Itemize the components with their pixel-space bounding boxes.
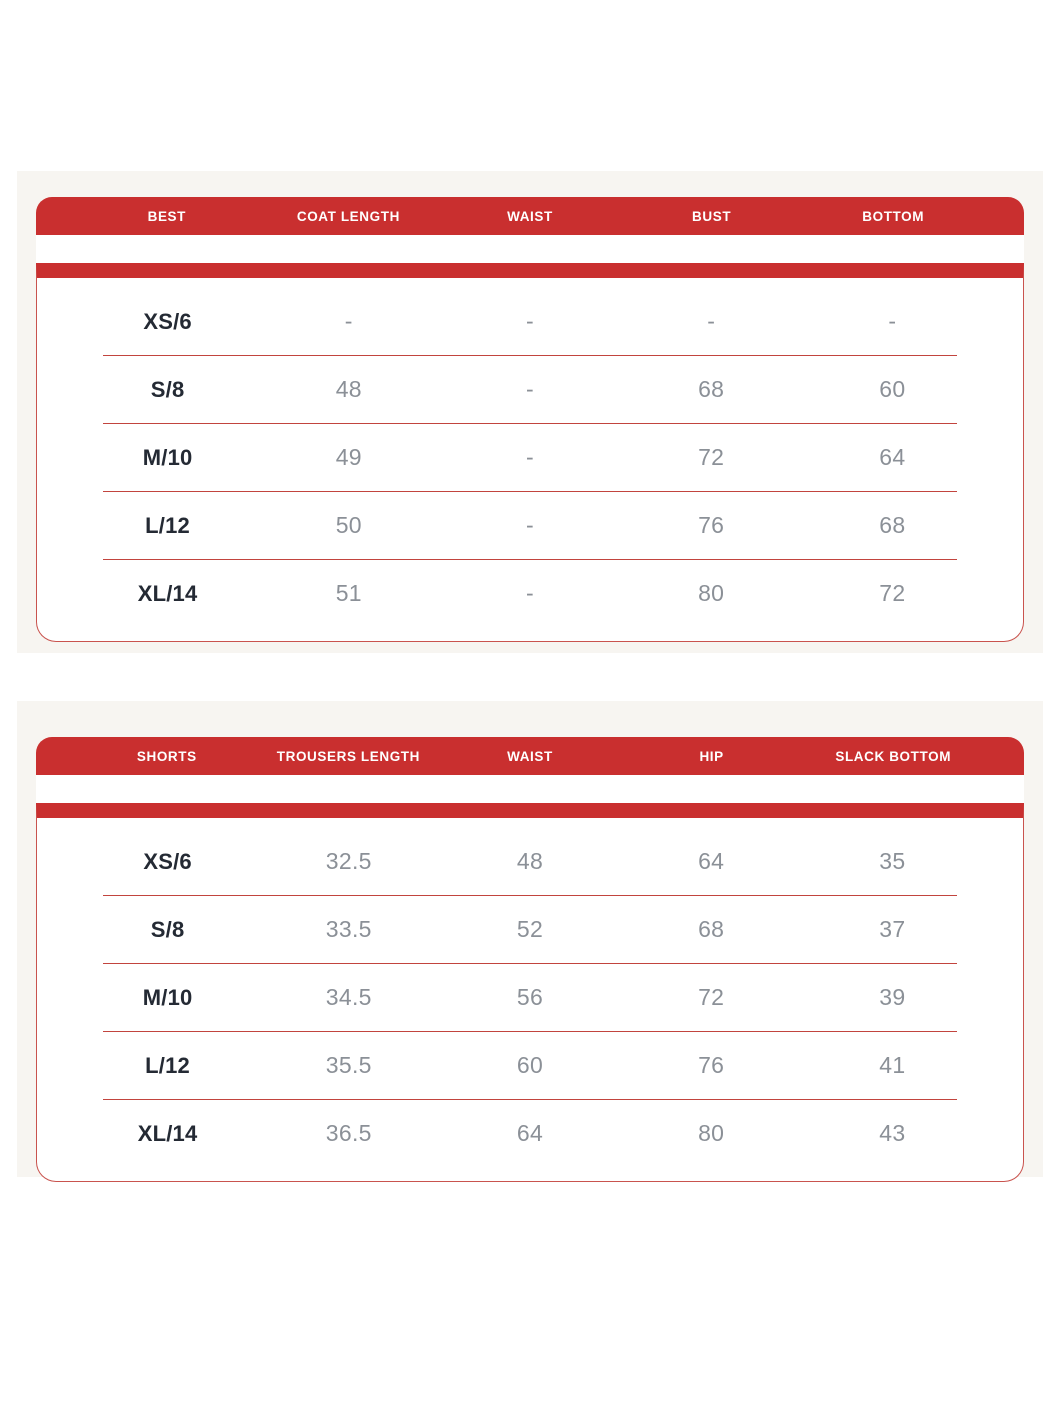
column-header-best: BEST — [147, 208, 186, 224]
cell-coat-length: - — [344, 308, 353, 334]
table-row — [37, 896, 1023, 963]
cell-bust: 80 — [698, 580, 725, 606]
cell-waist: 60 — [516, 1052, 544, 1078]
column-header-bust: BUST — [692, 208, 732, 224]
cell-slack-bottom: 35 — [879, 848, 906, 874]
cell-trousers-length: 34.5 — [325, 984, 372, 1010]
cell-waist: - — [526, 512, 534, 538]
cell-slack-bottom: 39 — [879, 984, 906, 1010]
size-label: XS/6 — [143, 848, 192, 874]
column-header-coat-length: COAT LENGTH — [296, 208, 400, 224]
shorts-size-chart-card — [17, 701, 1043, 1177]
cell-trousers-length: 36.5 — [325, 1120, 372, 1146]
table-body — [36, 263, 1024, 642]
cell-bust: 72 — [698, 444, 725, 470]
cell-waist: - — [526, 444, 534, 470]
cell-hip: 76 — [698, 1052, 725, 1078]
vest-size-chart-card — [17, 171, 1043, 653]
size-label: XL/14 — [137, 580, 198, 606]
table-row — [37, 1100, 1023, 1167]
cell-coat-length: 48 — [335, 376, 362, 402]
column-header-trousers-length: TROUSERS LENGTH — [276, 748, 421, 764]
table-body — [36, 803, 1024, 1182]
table-row — [37, 964, 1023, 1031]
cell-coat-length: 49 — [335, 444, 362, 470]
cell-waist: - — [526, 580, 534, 606]
size-label: M/10 — [142, 444, 193, 470]
cell-bottom: 60 — [879, 376, 906, 402]
table-row — [37, 288, 1023, 355]
cell-waist: 64 — [516, 1120, 544, 1146]
cell-waist: 56 — [516, 984, 544, 1010]
cell-bottom: - — [888, 308, 897, 334]
size-label: XS/6 — [143, 308, 192, 334]
cell-hip: 72 — [698, 984, 725, 1010]
cell-bottom: 64 — [879, 444, 906, 470]
vest-size-table — [36, 171, 1024, 642]
cell-trousers-length: 33.5 — [325, 916, 372, 942]
size-label: L/12 — [145, 512, 190, 538]
table-row — [37, 492, 1023, 559]
cell-coat-length: 51 — [335, 580, 362, 606]
column-header-waist: WAIST — [507, 208, 553, 224]
cell-bust: 68 — [698, 376, 725, 402]
column-header-waist: WAIST — [507, 748, 553, 764]
cell-bust: - — [707, 308, 716, 334]
cell-slack-bottom: 43 — [879, 1120, 906, 1146]
cell-slack-bottom: 37 — [879, 916, 906, 942]
cell-bust: 76 — [698, 512, 725, 538]
size-label: L/12 — [145, 1052, 190, 1078]
cell-bottom: 68 — [879, 512, 906, 538]
cell-bottom: 72 — [879, 580, 906, 606]
shorts-size-table — [36, 701, 1024, 1182]
column-header-hip: HIP — [699, 748, 724, 764]
table-row — [37, 356, 1023, 423]
cell-waist: 52 — [516, 916, 544, 942]
cell-trousers-length: 35.5 — [325, 1052, 372, 1078]
table-row — [37, 424, 1023, 491]
header-gap-band — [36, 235, 1024, 263]
size-label: S/8 — [150, 376, 185, 402]
size-label: S/8 — [150, 916, 185, 942]
cell-waist: 48 — [516, 848, 544, 874]
cell-waist: - — [526, 376, 534, 402]
column-header-shorts: SHORTS — [136, 748, 197, 764]
column-header-slack-bottom: SLACK BOTTOM — [835, 748, 952, 764]
size-label: XL/14 — [137, 1120, 198, 1146]
table-header-row — [36, 737, 1024, 775]
cell-slack-bottom: 41 — [879, 1052, 906, 1078]
header-gap-band — [36, 775, 1024, 803]
table-header-row — [36, 197, 1024, 235]
cell-hip: 68 — [698, 916, 725, 942]
table-row — [37, 828, 1023, 895]
table-row — [37, 560, 1023, 627]
cell-waist: - — [526, 308, 534, 334]
table-row — [37, 1032, 1023, 1099]
cell-hip: 80 — [698, 1120, 725, 1146]
size-label: M/10 — [142, 984, 193, 1010]
cell-coat-length: 50 — [335, 512, 362, 538]
column-header-bottom: BOTTOM — [862, 208, 925, 224]
cell-hip: 64 — [698, 848, 725, 874]
cell-trousers-length: 32.5 — [325, 848, 372, 874]
